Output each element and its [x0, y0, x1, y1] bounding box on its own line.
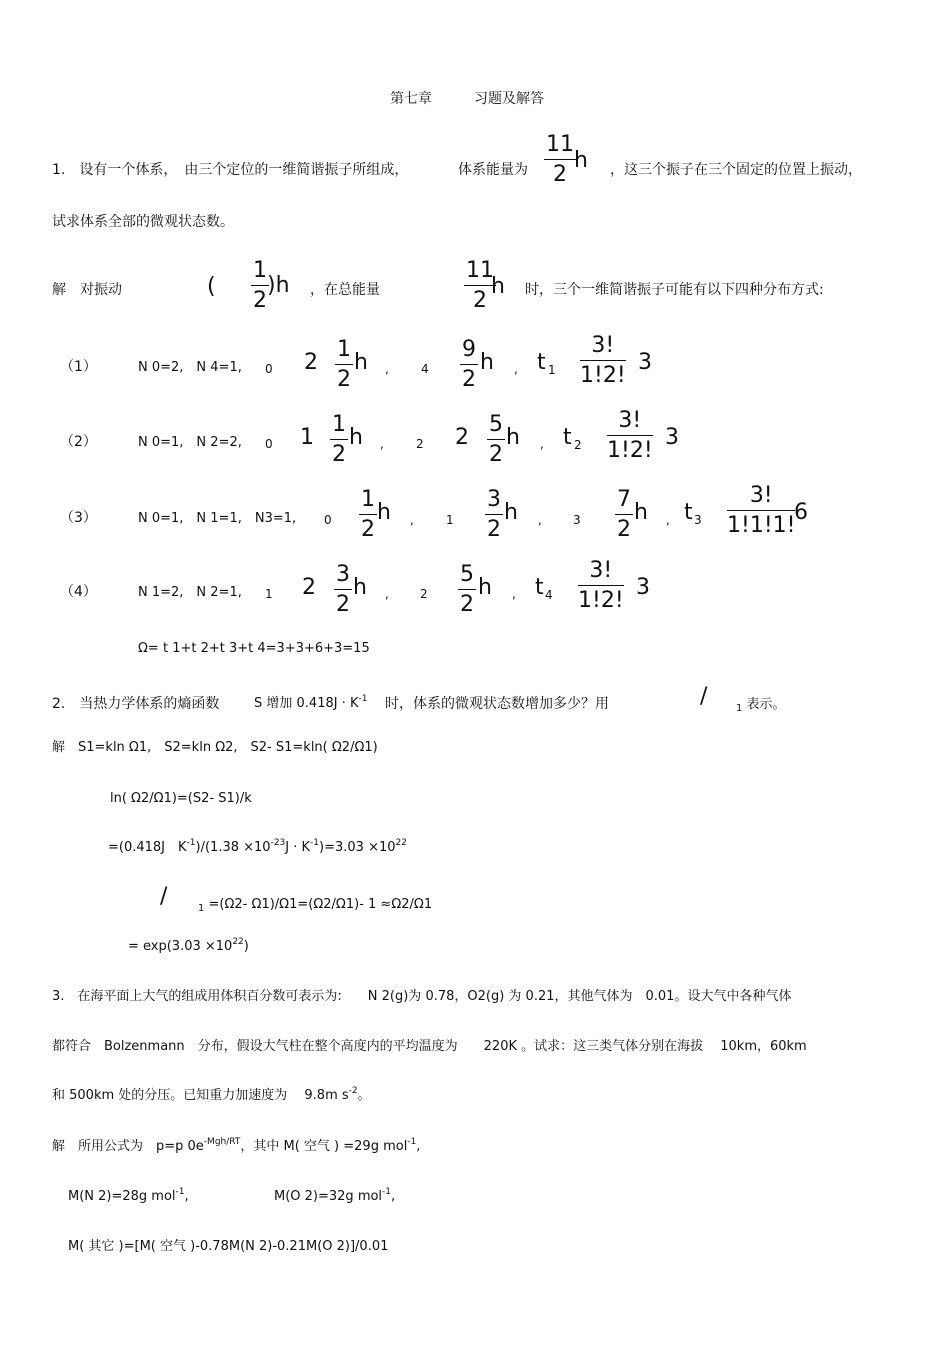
- solution2-line4: $_1$ =(Ω2- Ω1)/Ω1=(Ω2/Ω1)- 1 ≈Ω2/Ω1: [198, 897, 433, 914]
- case-sub: 3: [573, 513, 581, 527]
- case-result: 3: [638, 350, 652, 375]
- case-label: （3）: [60, 510, 97, 526]
- case-factorial: 3! 1!1!1!: [727, 483, 796, 539]
- paren-open: (: [207, 274, 216, 299]
- case-frac: 5 2: [460, 562, 474, 618]
- case-t: t: [563, 425, 572, 450]
- case-N: N 0=1, N 1=1, N3=1,: [138, 511, 297, 526]
- case-result: 3: [665, 425, 679, 450]
- case-sub: 0: [324, 513, 332, 527]
- case-tsub: 2: [574, 438, 582, 452]
- case-tsub: 4: [545, 588, 553, 602]
- comma: ,: [666, 513, 670, 527]
- total-h: h: [491, 274, 505, 299]
- solution2-line5: = $\exp(3.03 \times 10^{22})$: [128, 937, 249, 954]
- slash-symbol-2: /: [160, 884, 168, 909]
- case-coef: 2: [302, 575, 316, 600]
- comma: ,: [385, 362, 389, 376]
- solution2-line2: ln( Ω2/Ω1)=(S2- S1)/k: [110, 791, 252, 806]
- comma: ,: [385, 587, 389, 601]
- problem1-text-c: ，这三个振子在三个固定的位置上振动，: [610, 162, 862, 178]
- case-coef: 2: [455, 425, 469, 450]
- case-frac: 1 2: [332, 412, 346, 468]
- case-factorial: 3! 1!2!: [580, 333, 626, 389]
- case-sub: 2: [416, 437, 424, 451]
- comma: ,: [514, 362, 518, 376]
- problem1-text-a: 1. 设有一个体系， 由三个定位的一维简谐振子所组成，: [52, 162, 409, 178]
- solution2-line3: =(0.418J $K^{-1})/(1.38 \times 10^{-23}J \cdot K^{-1})=3.03 \times 10^{22}$: [108, 838, 407, 855]
- case-h: h: [480, 350, 494, 375]
- solution1-mid: ，在总能量: [310, 282, 380, 298]
- case-factorial: 3! 1!2!: [607, 408, 653, 464]
- half-den: 2: [253, 288, 267, 314]
- case-h: h: [634, 500, 648, 525]
- case-frac: 9 2: [462, 337, 476, 393]
- total-num: 11: [466, 258, 494, 283]
- half-num: 1: [253, 258, 267, 283]
- case-frac: 5 2: [489, 412, 503, 468]
- case-coef: 1: [300, 425, 314, 450]
- energy-denominator: 2: [553, 162, 567, 188]
- case-label: （2）: [60, 434, 97, 450]
- solution3-line1: 解 所用公式为 p=p $0e^{-Mgh/RT}$，其中 M( 空气 ) =29g mol$^{-1}$,: [52, 1137, 421, 1154]
- solution1-tail: 时，三个一维简谐振子可能有以下四种分布方式:: [525, 282, 824, 298]
- problem2-c: 时，体系的微观状态数增加多少？用: [385, 696, 609, 712]
- solution3-line3: M( 其它 )=[M( 空气 )-0.78M(N 2)-0.21M(O 2)]/0.01: [68, 1239, 389, 1254]
- energy-fraction: [544, 134, 576, 186]
- case-result: 6: [794, 500, 808, 525]
- solution1-head: 解 对振动: [52, 282, 122, 298]
- case-coef: 2: [304, 350, 318, 375]
- case-frac: 3 2: [487, 487, 501, 543]
- case-label: （4）: [60, 584, 97, 600]
- case-t: t: [684, 500, 693, 525]
- problem3-line3: 和 500km 处的分压。已知重力加速度为 9.8m $s^{-2}$。: [52, 1086, 371, 1103]
- omega-total: Ω= t 1+t 2+t 3+t 4=3+3+6+3=15: [138, 641, 370, 656]
- case-sub: 4: [421, 362, 429, 376]
- case-sub: 2: [420, 587, 428, 601]
- solution3-line2b: M(O 2)=32g mol$^{-1}$,: [274, 1187, 396, 1204]
- problem3-line2: 都符合 Bolzenmann 分布，假设大气柱在整个高度内的平均温度为 220K 。试求：这三类气体分别在海拔 10km，60km: [52, 1039, 807, 1054]
- case-N: N 1=2, N 2=1,: [138, 585, 242, 600]
- comma: ,: [410, 513, 414, 527]
- case-tsub: 3: [694, 513, 702, 527]
- comma: ,: [380, 437, 384, 451]
- comma: ,: [540, 437, 544, 451]
- solution3-line2a: M(N 2)=28g mol$^{-1}$,: [68, 1187, 189, 1204]
- case-label: （1）: [60, 359, 97, 375]
- problem2-a: 2. 当热力学体系的熵函数: [52, 696, 220, 712]
- case-h: h: [349, 425, 363, 450]
- page-title: 第七章 习题及解答: [390, 91, 544, 107]
- case-sub: 0: [265, 362, 273, 376]
- half-h: )h: [267, 273, 290, 298]
- total-den: 2: [473, 288, 487, 314]
- case-sub: 0: [265, 437, 273, 451]
- case-h: h: [353, 575, 367, 600]
- case-h: h: [478, 575, 492, 600]
- case-sub: 1: [265, 587, 273, 601]
- case-h: h: [377, 500, 391, 525]
- case-t: t: [537, 350, 546, 375]
- case-h: h: [504, 500, 518, 525]
- comma: ,: [512, 587, 516, 601]
- problem1-line2: 试求体系全部的微观状态数。: [52, 214, 234, 230]
- case-N: N 0=1, N 2=2,: [138, 435, 242, 450]
- solution2-line1: 解 S1=kln Ω1, S2=kln Ω2, S2- S1=kln( Ω2/Ω1): [52, 740, 378, 755]
- case-frac: 7 2: [617, 487, 631, 543]
- case-N: N 0=2, N 4=1,: [138, 360, 242, 375]
- comma: ,: [538, 513, 542, 527]
- case-h: h: [354, 350, 368, 375]
- problem2-d: $_1$ 表示。: [736, 697, 786, 714]
- case-frac: 1 2: [337, 337, 351, 393]
- slash-symbol: /: [700, 684, 708, 709]
- problem1-text-b: 体系能量为: [458, 162, 528, 178]
- case-factorial: 3! 1!2!: [578, 558, 624, 614]
- energy-h: h: [574, 148, 588, 173]
- case-h: h: [506, 425, 520, 450]
- energy-numerator: 11: [546, 132, 574, 157]
- case-result: 3: [636, 575, 650, 600]
- case-frac: 3 2: [336, 562, 350, 618]
- case-sub: 1: [446, 513, 454, 527]
- problem2-b: S 增加 $0.418J \cdot K^{-1}$: [254, 694, 368, 711]
- problem3-line1: 3. 在海平面上大气的组成用体积百分数可表示为: N 2(g)为 0.78，O2(g) 为 0.21，其他气体为 0.01。设大气中各种气体: [52, 989, 792, 1004]
- case-t: t: [535, 575, 544, 600]
- case-frac: 1 2: [361, 487, 375, 543]
- case-tsub: 1: [548, 363, 556, 377]
